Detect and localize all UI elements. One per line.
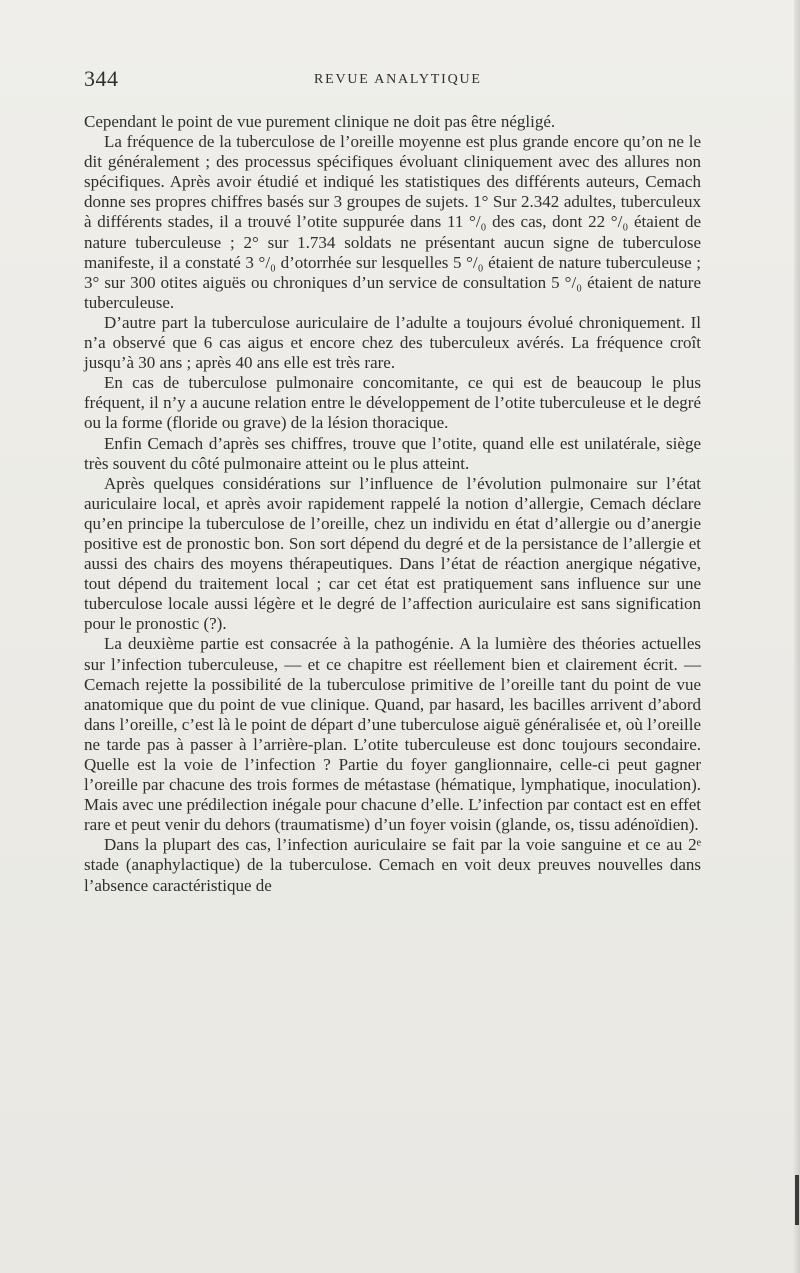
page-header	[84, 66, 700, 96]
paragraph: En cas de tuberculose pulmonaire concomitante, ce qui est de beaucoup le plus fréquent, il n’y a aucune relation entre le développement de l’otite tuberculeuse et le degré ou la forme (floride ou grave) de la lésion thoracique.	[84, 373, 701, 433]
paragraph: Enfin Cemach d’après ses chiffres, trouve que l’otite, quand elle est unilatérale, siège très souvent du côté pulmonaire atteint ou le plus atteint.	[84, 433, 701, 473]
page-number: 344	[84, 66, 119, 91]
paragraph: La fréquence de la tuberculose de l’oreille moyenne est plus grande encore qu’on ne le dit généralement ; des processus spécifiques évoluant cliniquement avec des allures non spécifiques. Après avoir étudié et indiqué les statistiques des différents auteurs, Cemach donne ses propres chiffres basés sur 3 groupes de sujets. 1° Sur 2.342 adultes, tuberculeux à différents stades, il a trouvé l’otite suppurée dans 11 °/₀ des cas, dont 22 °/₀ étaient de nature tuberculeuse ; 2° sur 1.734 soldats ne présentant aucun signe de tuberculose manifeste, il a constaté 3 °/₀ d’otorrhée sur lesquelles 5 °/₀ étaient de nature tuberculeuse ; 3° sur 300 otites aiguës ou chroniques d’un service de consultation 5 °/₀ étaient de nature tuberculeuse.	[84, 132, 701, 312]
page-edge	[794, 0, 800, 1273]
body-text	[84, 112, 701, 896]
paragraph: Cependant le point de vue purement clinique ne doit pas être négligé.	[84, 112, 556, 131]
paragraph: La deuxième partie est consacrée à la pathogénie. A la lumière des théories actuelles sur l’infection tuberculeuse, — et ce chapitre est réellement bien et clairement écrit. — Cemach rejette la possibilité de la tuberculose primitive de l’oreille tant du point de vue anatomique que du point de vue clinique. Quand, par hasard, les bacilles arrivent d’abord dans l’oreille, c’est là le point de départ d’une tuberculose aiguë généralisée et, où l’oreille ne tarde pas à passer à l’arrière-plan. L’otite tuberculeuse est donc toujours secondaire. Quelle est la voie de l’infection ? Partie du foyer ganglionnaire, celle-ci peut gagner l’oreille par chacune des trois formes de métastase (hématique, lymphatique, inoculation). Mais avec une prédilection inégale pour chacune d’elle. L’infection par contact est en effet rare et peut venir du dehors (traumatisme) d’un foyer voisin (glande, os, tissu adénoïdien).	[84, 634, 701, 835]
running-title: REVUE ANALYTIQUE	[314, 72, 482, 87]
paragraph: D’autre part la tuberculose auriculaire de l’adulte a toujours évolué chroniquement. Il n’a observé que 6 cas aigus et encore chez des tuberculeux avérés. La fréquence croît jusqu’à 30 ans ; après 40 ans elle est très rare.	[84, 312, 701, 373]
paragraph: Après quelques considérations sur l’influence de l’évolution pulmonaire sur l’état auriculaire local, et après avoir rapidement rappelé la notion d’allergie, Cemach déclare qu’en principe la tuberculose de l’oreille, chez un individu en état d’allergie ou d’anergie positive est de pronostic bon. Son sort dépend du degré et de la persistance de l’allergie et aussi des chairs des moyens thérapeutiques. Dans l’état de réaction anergique négative, tout dépend du traitement local ; car cet état est pratiquement sans influence sur une tuberculose locale aussi légère et le degré de l’affection auriculaire est sans signification pour le pronostic (?).	[84, 473, 701, 634]
scan-edge-mark	[795, 1175, 799, 1225]
paragraph: Dans la plupart des cas, l’infection auriculaire se fait par la voie sanguine et ce au 2ᵉ stade (anaphylactique) de la tuberculose. Cemach en voit deux preuves nouvelles dans l’absence caractéristique de	[84, 835, 701, 895]
